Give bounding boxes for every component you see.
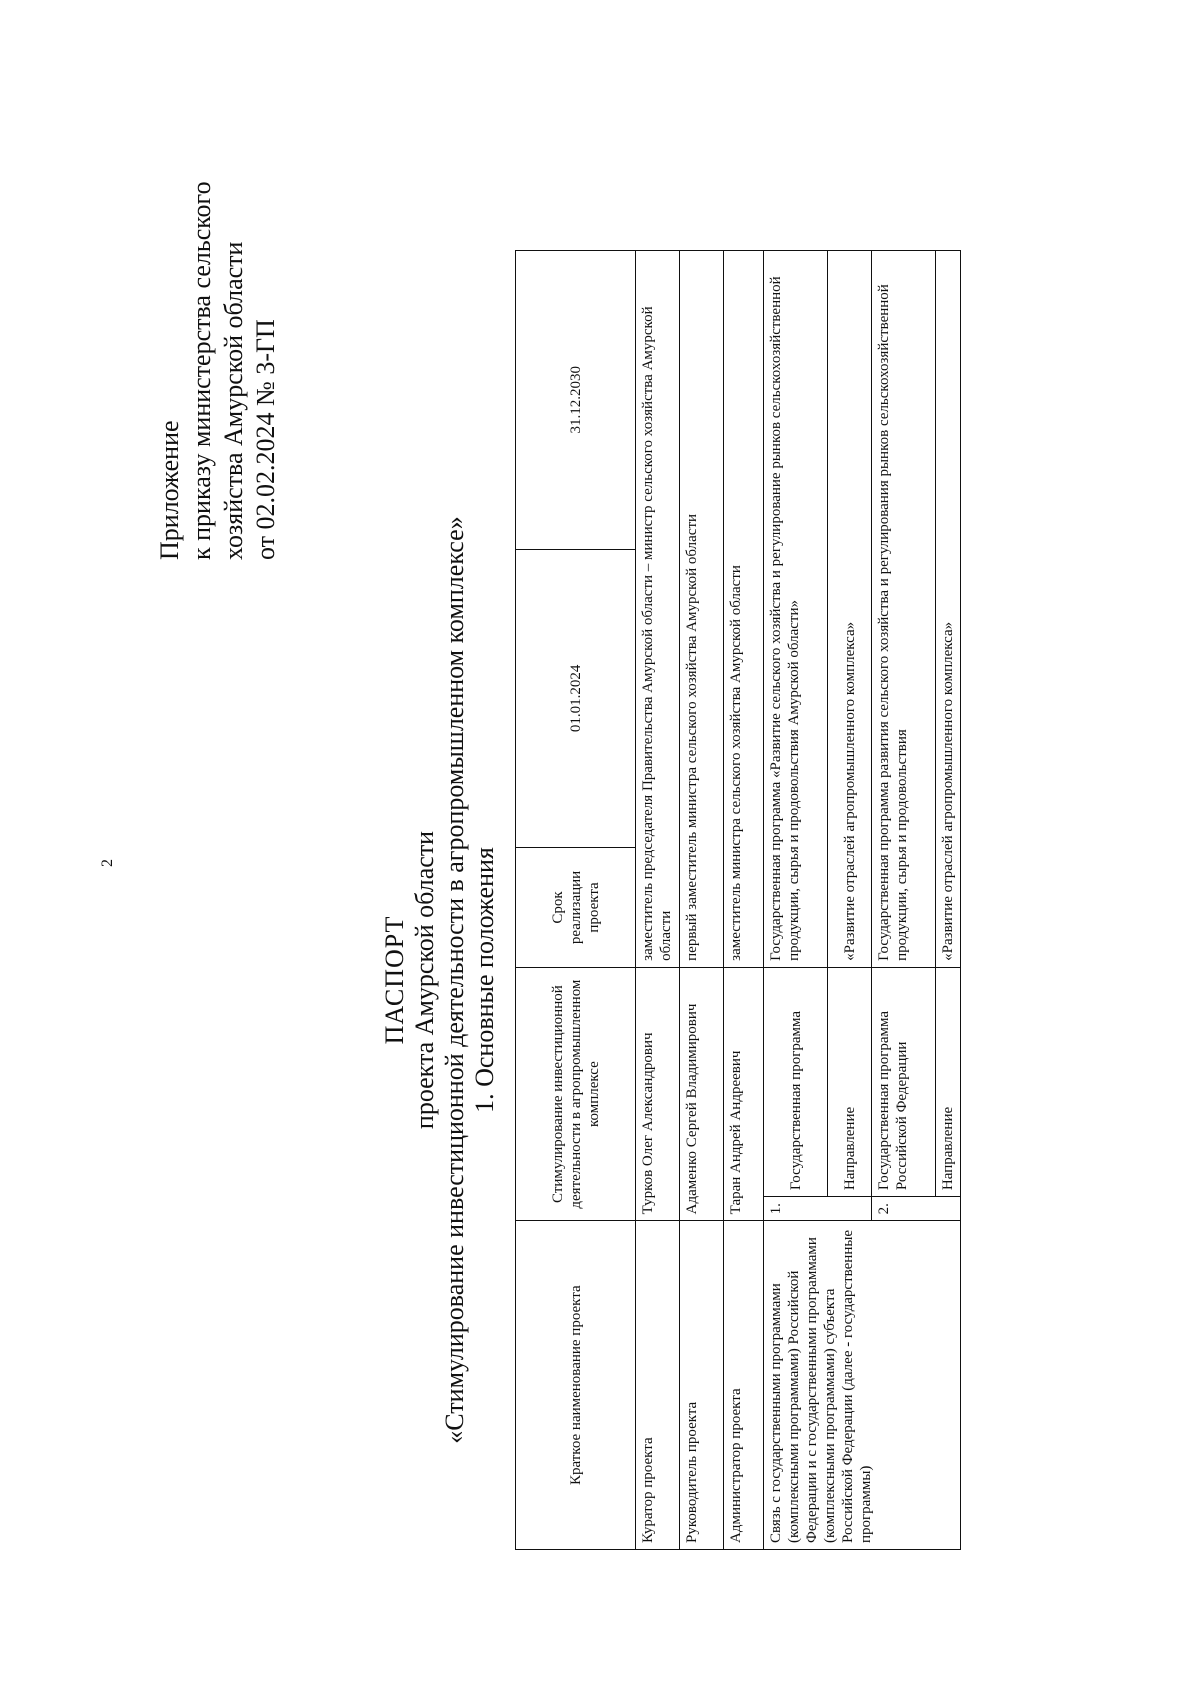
- links-label: Связь с государственными программами (комплексными программами) Российской Федерации и с государственными программами (комплексными программами) субъекта Российской Федерации (далее - государственные программы): [764, 1221, 961, 1550]
- curator-name: Турков Олег Александрович: [636, 967, 680, 1221]
- document-body: [140, 120, 1040, 1600]
- short-name-label: Краткое наименование проекта: [516, 1221, 636, 1550]
- appendix-line: от 02.02.2024 № 3-ГП: [251, 319, 280, 560]
- head-label: Руководитель проекта: [680, 1221, 724, 1550]
- head-position: первый заместитель министра сельского хозяйства Амурской области: [680, 251, 724, 968]
- appendix-line: хозяйства Амурской области: [219, 241, 248, 560]
- link-direction-value: «Развитие отраслей агропромышленного комплекса»: [936, 251, 961, 968]
- appendix-line: к приказу министерства сельского: [187, 181, 216, 560]
- link-program-label: Государственная программа Российской Федерации: [872, 967, 936, 1196]
- head-name: Адаменко Сергей Владимирович: [680, 967, 724, 1221]
- table-row: [724, 251, 764, 1550]
- passport-table: [515, 250, 961, 1550]
- table-row: [636, 251, 680, 1550]
- term-label: Срок реализации проекта: [516, 848, 636, 968]
- link-direction-label: Направление: [936, 967, 961, 1196]
- admin-position: заместитель министра сельского хозяйства Амурской области: [724, 251, 764, 968]
- document-title: ПАСПОРТ: [380, 915, 409, 1045]
- section-heading: 1. Основные положения: [470, 847, 499, 1113]
- link-program-value: Государственная программа развития сельского хозяйства и регулирования рынков сельскохозяйственной продукции, сырья и продовольствия: [872, 251, 936, 968]
- link-program-value: Государственная программа «Развитие сельского хозяйства и регулирование рынков сельскохозяйственной продукции, сырья и продовольствия Амурской области»: [764, 251, 828, 968]
- link-number: 1.: [764, 1197, 872, 1221]
- title-block: [380, 360, 500, 1600]
- link-number: 2.: [872, 1197, 961, 1221]
- table-row: [680, 251, 724, 1550]
- appendix-line: Приложение: [155, 420, 184, 560]
- curator-position: заместитель председателя Правительства Амурской области – министр сельского хозяйства Амурской области: [636, 251, 680, 968]
- term-end: 31.12.2030: [516, 251, 636, 550]
- appendix-block: [154, 181, 282, 560]
- curator-label: Куратор проекта: [636, 1221, 680, 1550]
- admin-name: Таран Андрей Андреевич: [724, 967, 764, 1221]
- table-row: [516, 251, 636, 1550]
- admin-label: Администратор проекта: [724, 1221, 764, 1550]
- link-program-label: Государственная программа: [764, 967, 828, 1196]
- page-number: 2: [99, 859, 116, 867]
- link-direction-label: Направление: [828, 967, 872, 1196]
- link-direction-value: «Развитие отраслей агропромышленного комплекса»: [828, 251, 872, 968]
- document-subtitle: проекта Амурской области: [410, 830, 439, 1130]
- short-name-value: Стимулирование инвестиционной деятельности в агропромышленном комплексе: [516, 967, 636, 1221]
- term-start: 01.01.2024: [516, 549, 636, 848]
- table-row: [764, 251, 828, 1550]
- project-name: «Стимулирование инвестиционной деятельности в агропромышленном комплексе»: [440, 516, 469, 1444]
